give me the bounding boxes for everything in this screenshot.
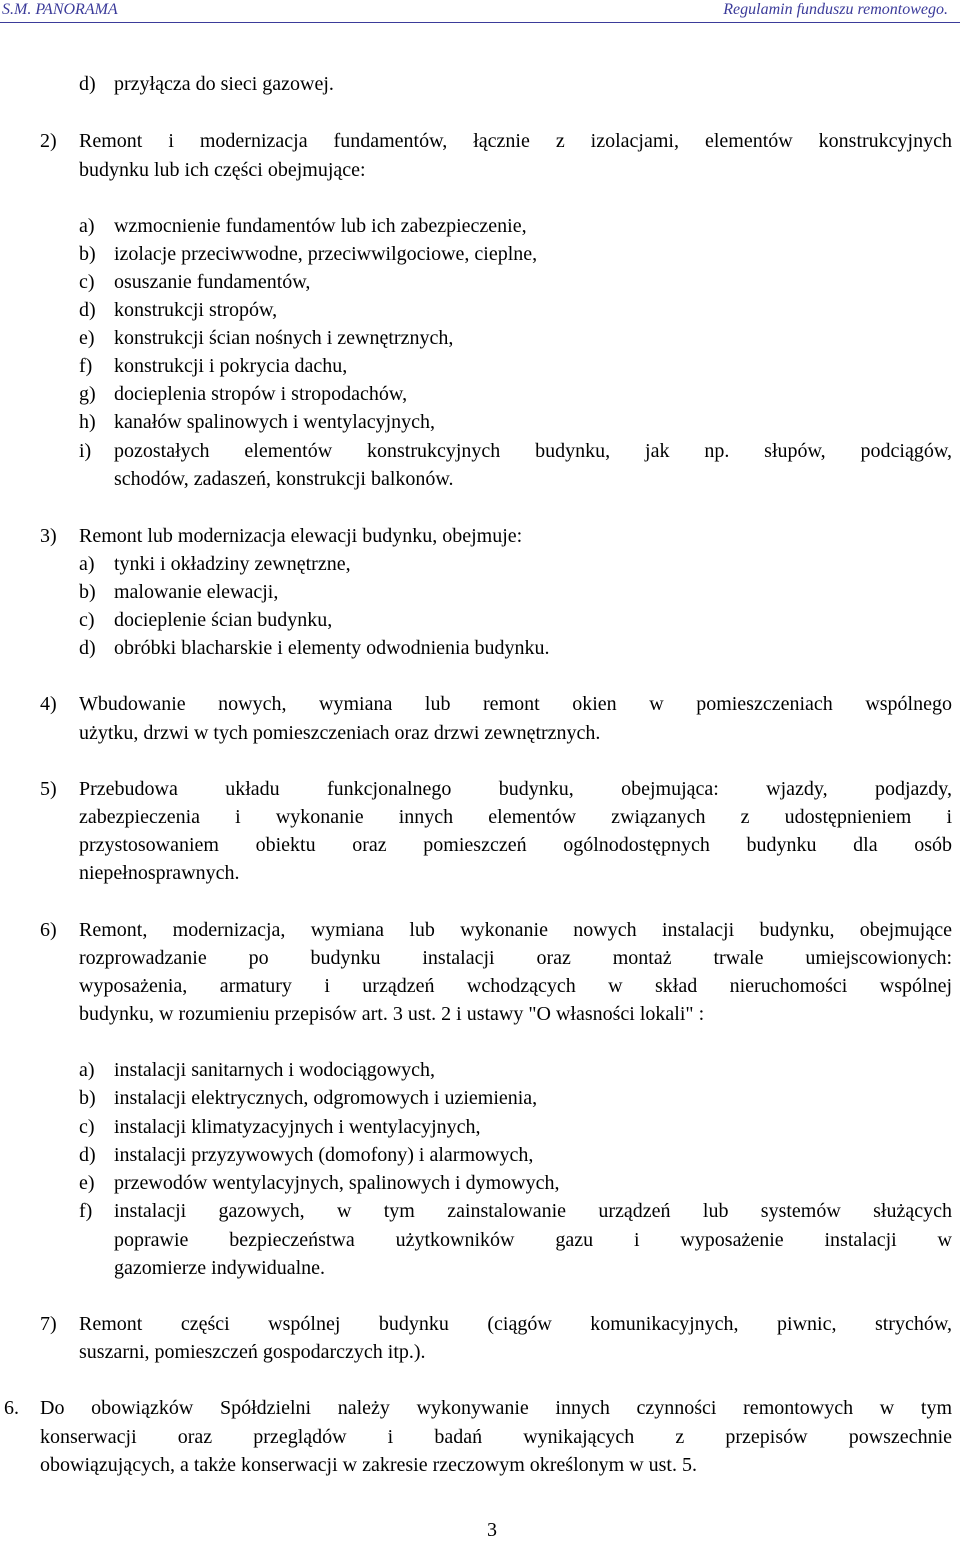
list-marker: f) <box>79 1200 93 1222</box>
section-text: budynku, w rozumieniu przepisów art. 3 ust. 2 i ustawy "O własności lokali" : <box>79 1003 705 1025</box>
section-text: przystosowaniem obiektu oraz pomieszczeń ogólnodostępnych budynku dla osób <box>79 834 952 856</box>
list-item: docieplenie ścian budynku, <box>114 609 333 631</box>
section-text: Przebudowa układu funkcjonalnego budynku, obejmująca: wjazdy, podjazdy, <box>79 778 952 800</box>
header-document-title: Regulamin funduszu remontowego. <box>723 1 948 18</box>
section-text: wyposażenia, armatury i urządzeń wchodzących w skład nieruchomości wspólnej <box>79 975 952 997</box>
list-item-continuation: gazomierze indywidualne. <box>114 1257 326 1279</box>
list-item: instalacji sanitarnych i wodociągowych, <box>114 1059 436 1081</box>
section-number: 6) <box>40 919 57 941</box>
list-marker: a) <box>79 215 95 237</box>
page-number: 3 <box>487 1519 497 1541</box>
section-text: zabezpieczenia i wykonanie innych elementów związanych z udostępnieniem i <box>79 806 952 828</box>
section-text: Wbudowanie nowych, wymiana lub remont okien w pomieszczeniach wspólnego <box>79 693 952 715</box>
header-divider <box>0 22 960 23</box>
section-number: 7) <box>40 1313 57 1335</box>
list-marker: e) <box>79 1172 95 1194</box>
list-marker: c) <box>79 609 95 631</box>
list-marker: b) <box>79 1087 96 1109</box>
list-item: instalacji przyzywowych (domofony) i alarmowych, <box>114 1144 534 1166</box>
list-item: przewodów wentylacyjnych, spalinowych i dymowych, <box>114 1172 560 1194</box>
section-text: budynku lub ich części obejmujące: <box>79 159 366 181</box>
list-item: konstrukcji ścian nośnych i zewnętrznych, <box>114 327 454 349</box>
list-marker: a) <box>79 1059 95 1081</box>
paragraph-text: Do obowiązków Spółdzielni należy wykonywanie innych czynności remontowych w tym <box>40 1397 952 1419</box>
section-text: niepełnosprawnych. <box>79 862 240 884</box>
list-marker: g) <box>79 383 96 405</box>
list-item: instalacji klimatyzacyjnych i wentylacyjnych, <box>114 1116 481 1138</box>
section-text: Remont i modernizacja fundamentów, łącznie z izolacjami, elementów konstrukcyjnych <box>79 130 952 152</box>
list-item: obróbki blacharskie i elementy odwodnienia budynku. <box>114 637 550 659</box>
list-marker: c) <box>79 271 95 293</box>
list-item: instalacji gazowych, w tym zainstalowanie urządzeń lub systemów służących <box>114 1200 952 1222</box>
list-marker: f) <box>79 355 93 377</box>
list-item-continuation: poprawie bezpieczeństwa użytkowników gazu i wyposażenie instalacji w <box>114 1229 952 1251</box>
section-heading: Remont lub modernizacja elewacji budynku, obejmuje: <box>79 525 523 547</box>
list-marker: c) <box>79 1116 95 1138</box>
list-item: izolacje przeciwwodne, przeciwwilgociowe, cieplne, <box>114 243 538 265</box>
list-item-continuation: schodów, zadaszeń, konstrukcji balkonów. <box>114 468 454 490</box>
list-item: docieplenia stropów i stropodachów, <box>114 383 408 405</box>
section-number: 2) <box>40 130 57 152</box>
list-marker: a) <box>79 553 95 575</box>
list-item: konstrukcji i pokrycia dachu, <box>114 355 348 377</box>
list-item: kanałów spalinowych i wentylacyjnych, <box>114 411 436 433</box>
section-text: Remont, modernizacja, wymiana lub wykonanie nowych instalacji budynku, obejmujące <box>79 919 952 941</box>
list-marker: b) <box>79 581 96 603</box>
list-item: malowanie elewacji, <box>114 581 279 603</box>
list-marker: b) <box>79 243 96 265</box>
list-marker: d) <box>79 637 96 659</box>
list-marker: e) <box>79 327 95 349</box>
paragraph-text: obowiązujących, a także konserwacji w zakresie rzeczowym określonym w ust. 5. <box>40 1454 697 1476</box>
section-text: Remont części wspólnej budynku (ciągów komunikacyjnych, piwnic, strychów, <box>79 1313 952 1335</box>
list-marker: d) <box>79 1144 96 1166</box>
paragraph-text: konserwacji oraz przeglądów i badań wynikających z przepisów powszechnie <box>40 1426 952 1448</box>
list-item: osuszanie fundamentów, <box>114 271 311 293</box>
list-marker: d) <box>79 73 96 95</box>
section-text: rozprowadzanie po budynku instalacji oraz montaż trwale umiejscowionych: <box>79 947 952 969</box>
list-item: wzmocnienie fundamentów lub ich zabezpieczenie, <box>114 215 527 237</box>
list-item: przyłącza do sieci gazowej. <box>114 73 334 95</box>
section-text: użytku, drzwi w tych pomieszczeniach oraz drzwi zewnętrznych. <box>79 722 601 744</box>
header-organization: S.M. PANORAMA <box>2 1 118 18</box>
list-marker: h) <box>79 411 96 433</box>
list-item: tynki i okładziny zewnętrzne, <box>114 553 351 575</box>
section-number: 3) <box>40 525 57 547</box>
list-item: konstrukcji stropów, <box>114 299 278 321</box>
list-item: instalacji elektrycznych, odgromowych i uziemienia, <box>114 1087 538 1109</box>
section-text: suszarni, pomieszczeń gospodarczych itp.). <box>79 1341 426 1363</box>
page-header <box>0 0 960 22</box>
paragraph-number: 6. <box>4 1397 19 1419</box>
section-number: 5) <box>40 778 57 800</box>
section-number: 4) <box>40 693 57 715</box>
list-marker: d) <box>79 299 96 321</box>
list-marker: i) <box>79 440 92 462</box>
list-item: pozostałych elementów konstrukcyjnych budynku, jak np. słupów, podciągów, <box>114 440 952 462</box>
